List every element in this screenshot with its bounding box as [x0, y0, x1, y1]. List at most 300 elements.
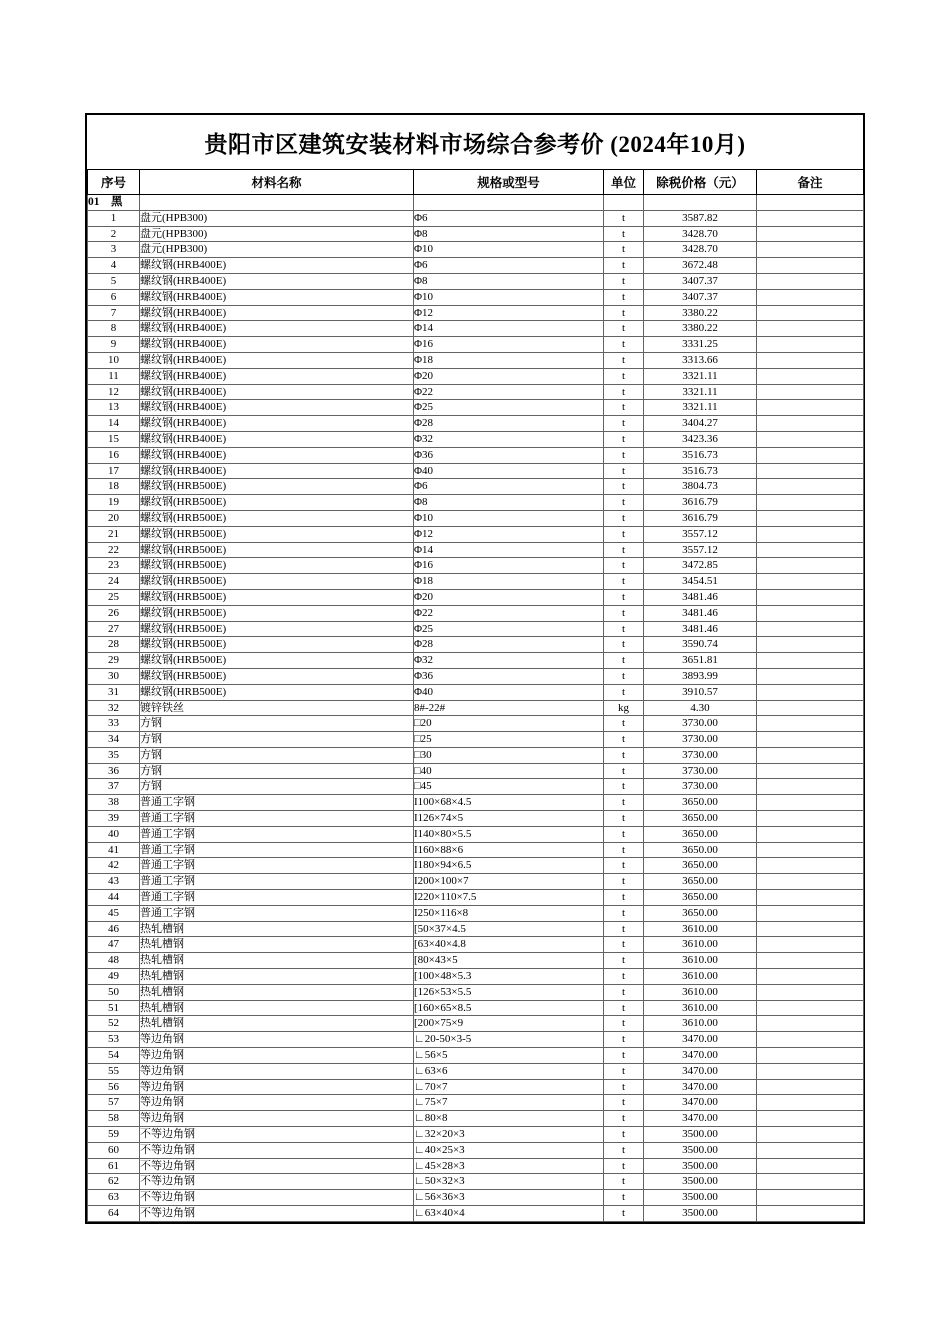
note-value [757, 1000, 864, 1016]
spec-value: [126×53×5.5 [414, 984, 604, 1000]
table-row [88, 352, 864, 368]
note-value [757, 258, 864, 274]
material-name: 等边角钢 [140, 1032, 414, 1048]
row-index: 4 [88, 258, 140, 274]
note-value [757, 1048, 864, 1064]
note-value [757, 1111, 864, 1127]
section-empty-cell [140, 195, 414, 211]
unit-value: t [604, 495, 644, 511]
note-value [757, 495, 864, 511]
material-name: 螺纹钢(HRB400E) [140, 384, 414, 400]
material-name: 方钢 [140, 779, 414, 795]
material-name: 热轧槽钢 [140, 984, 414, 1000]
table-row [88, 874, 864, 890]
unit-value: t [604, 1032, 644, 1048]
material-name: 热轧槽钢 [140, 969, 414, 985]
table-row [88, 1063, 864, 1079]
unit-value: t [604, 684, 644, 700]
note-value [757, 1158, 864, 1174]
unit-value: t [604, 337, 644, 353]
row-index: 8 [88, 321, 140, 337]
row-index: 59 [88, 1127, 140, 1143]
unit-value: t [604, 510, 644, 526]
table-row [88, 574, 864, 590]
spec-value: Φ22 [414, 384, 604, 400]
note-value [757, 684, 864, 700]
spec-value: I250×116×8 [414, 905, 604, 921]
row-index: 39 [88, 811, 140, 827]
table-row [88, 621, 864, 637]
table-row [88, 969, 864, 985]
price-value: 3404.27 [644, 416, 757, 432]
spec-value: ∟63×6 [414, 1063, 604, 1079]
unit-value: t [604, 969, 644, 985]
material-price-table [87, 169, 864, 1222]
row-index: 38 [88, 795, 140, 811]
note-value [757, 937, 864, 953]
table-row [88, 258, 864, 274]
unit-value: t [604, 905, 644, 921]
material-name: 螺纹钢(HRB500E) [140, 558, 414, 574]
spec-value: ∟75×7 [414, 1095, 604, 1111]
spec-value: [50×37×4.5 [414, 921, 604, 937]
spec-value: Φ28 [414, 637, 604, 653]
spec-value: Φ8 [414, 495, 604, 511]
table-row [88, 984, 864, 1000]
row-index: 56 [88, 1079, 140, 1095]
material-name: 热轧槽钢 [140, 921, 414, 937]
price-value: 3650.00 [644, 795, 757, 811]
price-value: 3481.46 [644, 589, 757, 605]
note-value [757, 921, 864, 937]
price-document [85, 113, 865, 1224]
unit-value: t [604, 826, 644, 842]
spec-value: Φ18 [414, 574, 604, 590]
spec-value: Φ36 [414, 447, 604, 463]
price-value: 3428.70 [644, 226, 757, 242]
material-name: 螺纹钢(HRB400E) [140, 431, 414, 447]
table-row [88, 337, 864, 353]
note-value [757, 668, 864, 684]
price-value: 3481.46 [644, 605, 757, 621]
price-value: 3557.12 [644, 542, 757, 558]
material-name: 等边角钢 [140, 1048, 414, 1064]
spec-value: □40 [414, 763, 604, 779]
unit-value: t [604, 605, 644, 621]
unit-value: t [604, 779, 644, 795]
spec-value: I200×100×7 [414, 874, 604, 890]
row-index: 37 [88, 779, 140, 795]
spec-value: Φ10 [414, 510, 604, 526]
table-row [88, 653, 864, 669]
row-index: 50 [88, 984, 140, 1000]
price-value: 3470.00 [644, 1111, 757, 1127]
note-value [757, 716, 864, 732]
row-index: 46 [88, 921, 140, 937]
material-name: 镀锌铁丝 [140, 700, 414, 716]
table-row [88, 921, 864, 937]
spec-value: ∟40×25×3 [414, 1142, 604, 1158]
table-row [88, 937, 864, 953]
price-value: 3650.00 [644, 842, 757, 858]
table-row [88, 1048, 864, 1064]
price-value: 3610.00 [644, 984, 757, 1000]
row-index: 62 [88, 1174, 140, 1190]
note-value [757, 1190, 864, 1206]
price-value: 3470.00 [644, 1095, 757, 1111]
row-index: 47 [88, 937, 140, 953]
unit-value: t [604, 1111, 644, 1127]
spec-value: Φ28 [414, 416, 604, 432]
unit-value: t [604, 258, 644, 274]
unit-value: t [604, 1142, 644, 1158]
note-value [757, 1079, 864, 1095]
price-value: 3407.37 [644, 273, 757, 289]
spec-value: Φ25 [414, 621, 604, 637]
price-value: 3610.00 [644, 937, 757, 953]
note-value [757, 1095, 864, 1111]
material-name: 螺纹钢(HRB400E) [140, 447, 414, 463]
table-row [88, 495, 864, 511]
table-row [88, 1079, 864, 1095]
row-index: 23 [88, 558, 140, 574]
note-value [757, 589, 864, 605]
spec-value: [63×40×4.8 [414, 937, 604, 953]
table-row [88, 1127, 864, 1143]
price-value: 3616.79 [644, 510, 757, 526]
material-name: 螺纹钢(HRB500E) [140, 574, 414, 590]
section-empty-cell [757, 195, 864, 211]
price-value: 3590.74 [644, 637, 757, 653]
unit-value: t [604, 431, 644, 447]
unit-value: t [604, 542, 644, 558]
document-title: 贵阳市区建筑安装材料市场综合参考价 (2024年10月) [204, 131, 746, 157]
note-value [757, 384, 864, 400]
table-row [88, 811, 864, 827]
row-index: 35 [88, 747, 140, 763]
price-value: 3730.00 [644, 763, 757, 779]
price-value: 3472.85 [644, 558, 757, 574]
unit-value: t [604, 273, 644, 289]
column-header-material: 材料名称 [140, 170, 414, 195]
note-value [757, 510, 864, 526]
price-value: 3610.00 [644, 921, 757, 937]
price-value: 3313.66 [644, 352, 757, 368]
row-index: 15 [88, 431, 140, 447]
spec-value: I140×80×5.5 [414, 826, 604, 842]
material-name: 螺纹钢(HRB400E) [140, 400, 414, 416]
material-name: 普通工字钢 [140, 842, 414, 858]
material-name: 不等边角钢 [140, 1127, 414, 1143]
price-value: 3610.00 [644, 1000, 757, 1016]
material-name: 螺纹钢(HRB400E) [140, 289, 414, 305]
unit-value: t [604, 384, 644, 400]
row-index: 53 [88, 1032, 140, 1048]
section-empty-cell [414, 195, 604, 211]
row-index: 11 [88, 368, 140, 384]
row-index: 10 [88, 352, 140, 368]
note-value [757, 953, 864, 969]
material-name: 普通工字钢 [140, 874, 414, 890]
material-name: 普通工字钢 [140, 858, 414, 874]
price-value: 3470.00 [644, 1048, 757, 1064]
spec-value: Φ20 [414, 589, 604, 605]
unit-value: t [604, 589, 644, 605]
material-name: 等边角钢 [140, 1063, 414, 1079]
note-value [757, 1063, 864, 1079]
material-name: 螺纹钢(HRB500E) [140, 542, 414, 558]
table-row [88, 605, 864, 621]
row-index: 13 [88, 400, 140, 416]
spec-value: Φ10 [414, 289, 604, 305]
note-value [757, 242, 864, 258]
spec-value: Φ25 [414, 400, 604, 416]
price-value: 3500.00 [644, 1174, 757, 1190]
spec-value: Φ12 [414, 305, 604, 321]
spec-value: □30 [414, 747, 604, 763]
unit-value: t [604, 763, 644, 779]
unit-value: t [604, 447, 644, 463]
material-name: 螺纹钢(HRB400E) [140, 352, 414, 368]
price-value: 3454.51 [644, 574, 757, 590]
price-value: 3500.00 [644, 1142, 757, 1158]
material-name: 螺纹钢(HRB400E) [140, 273, 414, 289]
spec-value: □20 [414, 716, 604, 732]
unit-value: t [604, 732, 644, 748]
unit-value: t [604, 1048, 644, 1064]
spec-value: ∟20-50×3-5 [414, 1032, 604, 1048]
price-value: 3516.73 [644, 463, 757, 479]
row-index: 28 [88, 637, 140, 653]
note-value [757, 337, 864, 353]
unit-value: t [604, 811, 644, 827]
spec-value: I160×88×6 [414, 842, 604, 858]
material-name: 不等边角钢 [140, 1158, 414, 1174]
spec-value: ∟80×8 [414, 1111, 604, 1127]
spec-value: Φ36 [414, 668, 604, 684]
material-name: 方钢 [140, 763, 414, 779]
spec-value: Φ22 [414, 605, 604, 621]
unit-value: t [604, 1158, 644, 1174]
note-value [757, 637, 864, 653]
row-index: 44 [88, 890, 140, 906]
row-index: 27 [88, 621, 140, 637]
row-index: 12 [88, 384, 140, 400]
table-row [88, 684, 864, 700]
row-index: 22 [88, 542, 140, 558]
note-value [757, 811, 864, 827]
material-name: 螺纹钢(HRB400E) [140, 416, 414, 432]
table-row [88, 953, 864, 969]
material-name: 盘元(HPB300) [140, 226, 414, 242]
column-header-price: 除税价格（元） [644, 170, 757, 195]
table-row [88, 732, 864, 748]
material-name: 不等边角钢 [140, 1206, 414, 1222]
note-value [757, 305, 864, 321]
material-name: 螺纹钢(HRB400E) [140, 258, 414, 274]
table-row [88, 842, 864, 858]
row-index: 40 [88, 826, 140, 842]
material-name: 普通工字钢 [140, 826, 414, 842]
unit-value: t [604, 984, 644, 1000]
table-row [88, 321, 864, 337]
note-value [757, 273, 864, 289]
table-row [88, 447, 864, 463]
table-row [88, 463, 864, 479]
note-value [757, 400, 864, 416]
row-index: 6 [88, 289, 140, 305]
price-value: 3331.25 [644, 337, 757, 353]
note-value [757, 431, 864, 447]
note-value [757, 874, 864, 890]
unit-value: t [604, 1174, 644, 1190]
unit-value: t [604, 890, 644, 906]
section-row [88, 195, 864, 211]
unit-value: t [604, 795, 644, 811]
row-index: 14 [88, 416, 140, 432]
spec-value: Φ20 [414, 368, 604, 384]
unit-value: t [604, 416, 644, 432]
spec-value: ∟32×20×3 [414, 1127, 604, 1143]
table-row [88, 1000, 864, 1016]
price-value: 3321.11 [644, 400, 757, 416]
table-row [88, 763, 864, 779]
table-row [88, 226, 864, 242]
material-name: 热轧槽钢 [140, 1000, 414, 1016]
price-value: 3587.82 [644, 210, 757, 226]
price-value: 3470.00 [644, 1063, 757, 1079]
unit-value: t [604, 558, 644, 574]
price-value: 3380.22 [644, 305, 757, 321]
row-index: 24 [88, 574, 140, 590]
table-row [88, 1206, 864, 1222]
table-row [88, 526, 864, 542]
spec-value: I220×110×7.5 [414, 890, 604, 906]
note-value [757, 732, 864, 748]
row-index: 31 [88, 684, 140, 700]
note-value [757, 653, 864, 669]
note-value [757, 969, 864, 985]
row-index: 58 [88, 1111, 140, 1127]
table-row [88, 1174, 864, 1190]
row-index: 26 [88, 605, 140, 621]
price-value: 3500.00 [644, 1127, 757, 1143]
unit-value: t [604, 463, 644, 479]
spec-value: [100×48×5.3 [414, 969, 604, 985]
unit-value: t [604, 368, 644, 384]
unit-value: t [604, 1016, 644, 1032]
table-row [88, 826, 864, 842]
price-value: 3650.00 [644, 826, 757, 842]
row-index: 51 [88, 1000, 140, 1016]
spec-value: I126×74×5 [414, 811, 604, 827]
table-row [88, 242, 864, 258]
unit-value: t [604, 921, 644, 937]
material-name: 普通工字钢 [140, 890, 414, 906]
price-value: 3610.00 [644, 953, 757, 969]
section-empty-cell [644, 195, 757, 211]
note-value [757, 210, 864, 226]
table-body [88, 195, 864, 1222]
table-row [88, 273, 864, 289]
material-name: 普通工字钢 [140, 795, 414, 811]
table-row [88, 589, 864, 605]
material-name: 螺纹钢(HRB400E) [140, 368, 414, 384]
unit-value: t [604, 1127, 644, 1143]
row-index: 29 [88, 653, 140, 669]
spec-value: Φ12 [414, 526, 604, 542]
table-row [88, 716, 864, 732]
material-name: 盘元(HPB300) [140, 210, 414, 226]
unit-value: t [604, 210, 644, 226]
unit-value: t [604, 668, 644, 684]
price-value: 3610.00 [644, 969, 757, 985]
note-value [757, 321, 864, 337]
note-value [757, 621, 864, 637]
table-row [88, 558, 864, 574]
spec-value: [80×43×5 [414, 953, 604, 969]
note-value [757, 574, 864, 590]
price-value: 3650.00 [644, 874, 757, 890]
note-value [757, 700, 864, 716]
material-name: 等边角钢 [140, 1095, 414, 1111]
material-name: 螺纹钢(HRB500E) [140, 589, 414, 605]
material-name: 热轧槽钢 [140, 953, 414, 969]
table-row [88, 400, 864, 416]
price-value: 3650.00 [644, 890, 757, 906]
price-value: 3380.22 [644, 321, 757, 337]
column-header-spec: 规格或型号 [414, 170, 604, 195]
row-index: 17 [88, 463, 140, 479]
note-value [757, 226, 864, 242]
note-value [757, 905, 864, 921]
price-value: 3470.00 [644, 1032, 757, 1048]
note-value [757, 1142, 864, 1158]
material-name: 等边角钢 [140, 1079, 414, 1095]
row-index: 41 [88, 842, 140, 858]
material-name: 螺纹钢(HRB500E) [140, 526, 414, 542]
unit-value: t [604, 242, 644, 258]
unit-value: t [604, 1000, 644, 1016]
note-value [757, 542, 864, 558]
spec-value: Φ8 [414, 273, 604, 289]
price-value: 3730.00 [644, 732, 757, 748]
unit-value: t [604, 937, 644, 953]
spec-value: Φ6 [414, 258, 604, 274]
table-row [88, 1016, 864, 1032]
unit-value: t [604, 716, 644, 732]
unit-value: kg [604, 700, 644, 716]
note-value [757, 1174, 864, 1190]
table-row [88, 542, 864, 558]
note-value [757, 352, 864, 368]
row-index: 1 [88, 210, 140, 226]
price-value: 3610.00 [644, 1016, 757, 1032]
unit-value: t [604, 653, 644, 669]
spec-value: □25 [414, 732, 604, 748]
spec-value: ∟63×40×4 [414, 1206, 604, 1222]
note-value [757, 842, 864, 858]
table-row [88, 1142, 864, 1158]
spec-value: [200×75×9 [414, 1016, 604, 1032]
row-index: 25 [88, 589, 140, 605]
unit-value: t [604, 637, 644, 653]
price-value: 3650.00 [644, 905, 757, 921]
note-value [757, 368, 864, 384]
material-name: 螺纹钢(HRB500E) [140, 495, 414, 511]
row-index: 63 [88, 1190, 140, 1206]
spec-value: I100×68×4.5 [414, 795, 604, 811]
